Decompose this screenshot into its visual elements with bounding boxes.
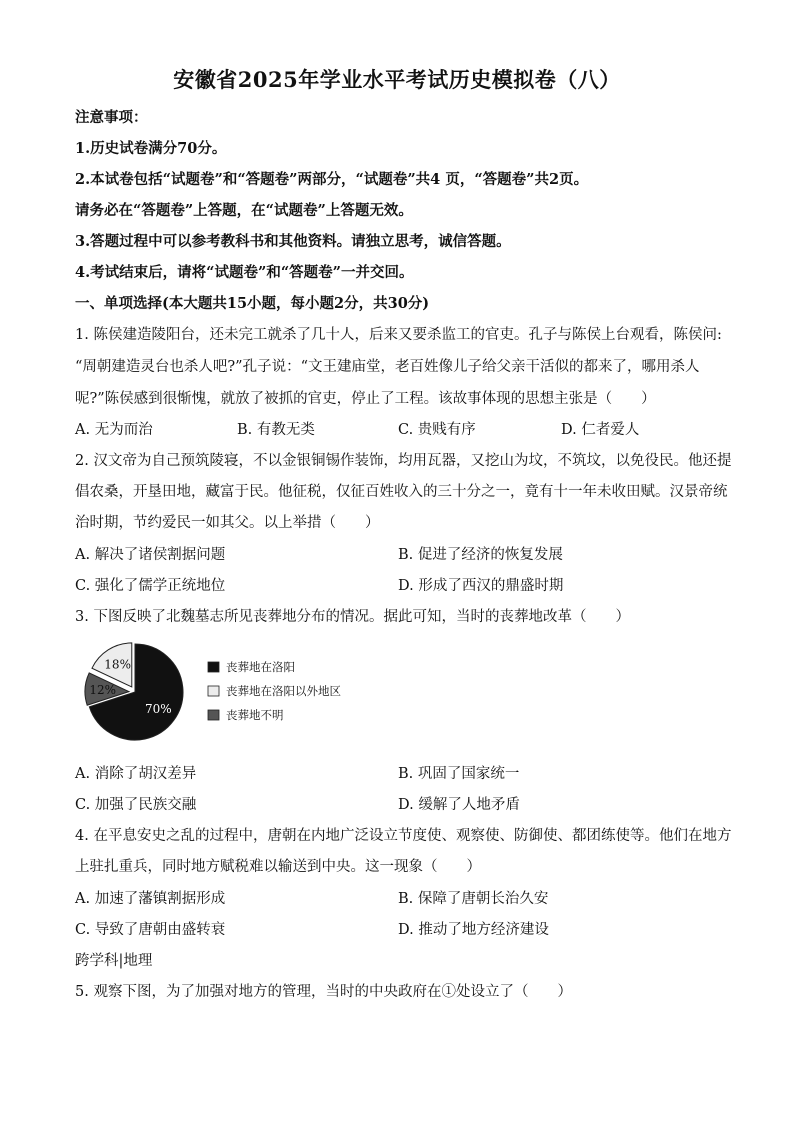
pie-data-label: 12% [89, 682, 116, 697]
option-c[interactable]: C. 加强了民族交融 [75, 797, 197, 813]
option-a[interactable]: A. 加速了藩镇割据形成 [75, 891, 226, 907]
question-3-text: 3. 下图反映了北魏墓志所见丧葬地分布的情况。据此可知，当时的丧葬地改革（ ） [75, 609, 630, 625]
question-4-text: 上驻扎重兵，同时地方赋税难以输送到中央。这一现象（ ） [75, 859, 481, 875]
option-c[interactable]: C. 强化了儒学正统地位 [75, 578, 226, 594]
option-d[interactable]: D. 形成了西汉的鼎盛时期 [398, 578, 564, 594]
pie-data-label: 70% [144, 701, 172, 716]
legend-swatch [208, 662, 219, 672]
option-a[interactable]: A. 无为而治 [75, 422, 153, 438]
option-b[interactable]: B. 促进了经济的恢复发展 [398, 547, 563, 563]
page-title: 安徽省2025年学业水平考试历史模拟卷（八） [173, 67, 621, 92]
legend-swatch [208, 686, 219, 696]
option-b[interactable]: B. 保障了唐朝长治久安 [398, 891, 549, 907]
notice-heading: 注意事项： [75, 109, 148, 126]
notice-item: 2.本试卷包括“试题卷”和“答题卷”两部分，“试题卷”共4 页，“答题卷”共2页。 [75, 171, 589, 188]
pie-data-label: 18% [104, 657, 131, 672]
option-d[interactable]: D. 缓解了人地矛盾 [398, 797, 520, 813]
notice-item: 3.答题过程中可以参考教科书和其他资料。请独立思考，诚信答题。 [75, 233, 511, 250]
notice-item: 4.考试结束后，请将“试题卷”和“答题卷”一并交回。 [75, 264, 414, 281]
option-a[interactable]: A. 消除了胡汉差异 [75, 766, 197, 782]
notice-item: 1.历史试卷满分70分。 [75, 140, 227, 157]
question-2-text: 2. 汉文帝为自己预筑陵寝，不以金银铜锡作装饰，均用瓦器，又挖山为坟，不筑坟，以免役民。他还提 [75, 453, 732, 469]
option-d[interactable]: D. 推动了地方经济建设 [398, 922, 549, 938]
option-b[interactable]: B. 有教无类 [237, 422, 315, 438]
option-b[interactable]: B. 巩固了国家统一 [398, 766, 520, 782]
notice-item: 请务必在“答题卷”上答题，在“试题卷”上答题无效。 [75, 202, 413, 219]
option-d[interactable]: D. 仁者爱人 [561, 422, 640, 438]
question-4-text: 4. 在平息安史之乱的过程中，唐朝在内地广泛设立节度使、观察使、防御使、都团练使等。他们在地方 [75, 828, 732, 844]
legend-label: 丧葬地不明 [226, 708, 284, 722]
question-2-text: 治时期，节约爱民一如其父。以上举措（ ） [75, 515, 380, 531]
legend-label: 丧葬地在洛阳以外地区 [226, 684, 341, 698]
question-1-text: “周朝建造灵台也杀人吧?”孔子说：“文王建庙堂，老百姓像儿子给父亲干活似的都来了，哪用杀人 [75, 359, 700, 375]
option-c[interactable]: C. 导致了唐朝由盛转衰 [75, 922, 226, 938]
burial-location-pie-chart [75, 640, 395, 750]
question-1-text: 呢?”陈侯感到很惭愧，就放了被抓的官吏，停止了工程。该故事体现的思想主张是（ ） [75, 391, 656, 407]
option-c[interactable]: C. 贵贱有序 [398, 422, 476, 438]
pie-legend [208, 660, 341, 722]
option-a[interactable]: A. 解决了诸侯割据问题 [75, 547, 226, 563]
legend-swatch [208, 710, 219, 720]
cross-subject-tag: 跨学科|地理 [75, 953, 153, 969]
legend-label: 丧葬地在洛阳 [226, 660, 295, 674]
section-heading: 一、单项选择(本大题共15小题，每小题2分，共30分) [75, 295, 430, 312]
question-5-text: 5. 观察下图，为了加强对地方的管理，当时的中央政府在①处设立了（ ） [75, 984, 572, 1000]
question-2-text: 倡农桑，开垦田地，藏富于民。他征税，仅征百姓收入的三十分之一，竟有十一年未收田赋。汉景帝统 [75, 484, 728, 500]
question-1-text: 1. 陈侯建造陵阳台，还未完工就杀了几十人，后来又要杀监工的官吏。孔子与陈侯上台观看，陈侯问: [75, 327, 722, 343]
